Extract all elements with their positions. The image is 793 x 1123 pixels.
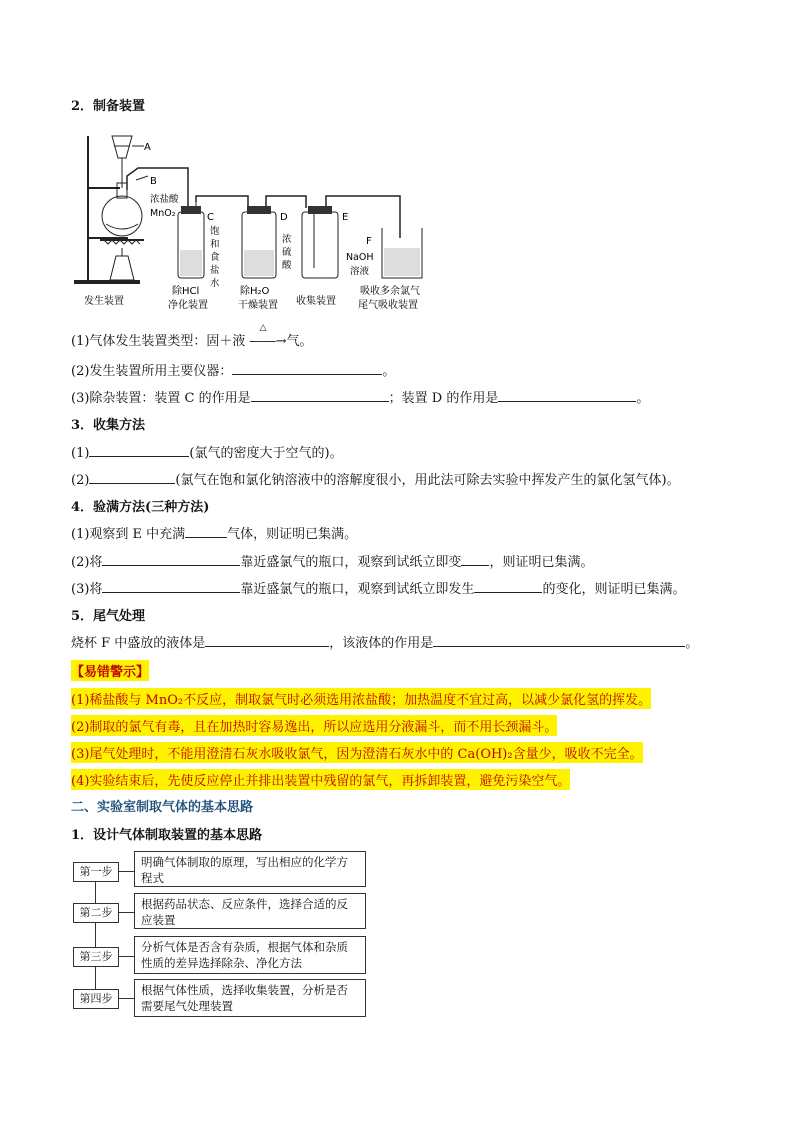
step-label: 第二步 bbox=[73, 903, 119, 923]
step-connector bbox=[118, 871, 134, 872]
section-heading-tail-gas: 5．尾气处理 bbox=[71, 609, 146, 624]
sat-salt-2: 和 bbox=[210, 239, 220, 250]
sat-salt-5: 水 bbox=[210, 278, 220, 289]
sat-salt-4: 盐 bbox=[210, 265, 220, 276]
question-1: (1)气体发生装置类型：固＋液 △ ――→气。 bbox=[71, 323, 313, 349]
answer-blank[interactable] bbox=[185, 523, 227, 538]
answer-blank[interactable] bbox=[474, 578, 542, 593]
answer-blank[interactable] bbox=[102, 578, 240, 593]
question-3: (3)除杂装置：装置 C 的作用是 ；装置 D 的作用是 。 bbox=[71, 387, 649, 406]
step-description: 明确气体制取的原理，写出相应的化学方程式 bbox=[134, 851, 366, 887]
flow-connector bbox=[95, 870, 96, 1000]
warning-item: (2)制取的氯气有毒，且在加热时容易逸出，所以应选用分液漏斗，而不用长颈漏斗。 bbox=[71, 715, 557, 736]
caption-absorb-2: 尾气吸收装置 bbox=[358, 300, 418, 311]
answer-blank[interactable] bbox=[89, 469, 175, 484]
sat-salt-3: 食 bbox=[210, 252, 220, 263]
warning-title: 【易错警示】 bbox=[71, 660, 149, 681]
verify-3: (3)将 靠近盛氯气的瓶口，观察到试纸立即发生 的变化，则证明已集满。 bbox=[71, 578, 685, 597]
label-a: A bbox=[144, 142, 151, 153]
caption-purify-1: 除HCl bbox=[172, 286, 200, 297]
label-b: B bbox=[150, 176, 157, 187]
warning-item: (1)稀盐酸与 MnO₂不反应，制取氯气时必须选用浓盐酸；加热温度不宜过高，以减少氯化氢的挥发。 bbox=[71, 688, 651, 709]
conc-h2so4-2: 硫 bbox=[282, 247, 292, 258]
step-connector bbox=[118, 956, 134, 957]
step-label: 第三步 bbox=[73, 947, 119, 967]
caption-purify-2: 净化装置 bbox=[168, 300, 208, 311]
caption-absorb-1: 吸收多余氯气 bbox=[360, 286, 420, 297]
answer-blank[interactable] bbox=[433, 632, 685, 647]
label-conc-hcl: 浓盐酸 bbox=[150, 194, 179, 205]
answer-blank[interactable] bbox=[102, 551, 240, 566]
step-label: 第四步 bbox=[73, 989, 119, 1009]
chlorine-apparatus-diagram bbox=[70, 128, 430, 318]
caption-gen: 发生装置 bbox=[84, 296, 124, 307]
part-2-heading: 二、实验室制取气体的基本思路 bbox=[71, 800, 254, 815]
conc-h2so4-3: 酸 bbox=[282, 260, 292, 271]
step-description: 根据气体性质，选择收集装置，分析是否需要尾气处理装置 bbox=[134, 979, 366, 1017]
section-heading-apparatus: 2．制备装置 bbox=[71, 99, 146, 114]
verify-2: (2)将 靠近盛氯气的瓶口，观察到试纸立即变 ，则证明已集满。 bbox=[71, 551, 593, 570]
warning-item: (4)实验结束后，先使反应停止并排出装置中残留的氯气，再拆卸装置，避免污染空气。 bbox=[71, 769, 570, 790]
caption-dry-1: 除H₂O bbox=[240, 286, 270, 297]
answer-blank[interactable] bbox=[498, 387, 636, 402]
label-d: D bbox=[280, 212, 288, 223]
label-naoh: NaOH bbox=[346, 252, 374, 263]
conc-h2so4-1: 浓 bbox=[282, 234, 292, 245]
collection-2: (2) (氯气在饱和氯化钠溶液中的溶解度很小，用此法可除去实验中挥发产生的氯化氢气体)。 bbox=[71, 469, 680, 488]
answer-blank[interactable] bbox=[461, 551, 489, 566]
step-connector bbox=[118, 912, 134, 913]
label-mno2: MnO₂ bbox=[150, 208, 176, 219]
sat-salt-1: 饱 bbox=[210, 226, 220, 237]
label-e: E bbox=[342, 212, 349, 223]
warning-item: (3)尾气处理时，不能用澄清石灰水吸收氯气，因为澄清石灰水中的 Ca(OH)₂含量少，吸收不完全。 bbox=[71, 742, 643, 763]
label-f: F bbox=[366, 236, 372, 247]
step-label: 第一步 bbox=[73, 862, 119, 882]
tail-gas-1: 烧杯 F 中盛放的液体是 ，该液体的作用是 。 bbox=[71, 632, 698, 651]
collection-1: (1) (氯气的密度大于空气的)。 bbox=[71, 442, 343, 461]
step-description: 根据药品状态、反应条件，选择合适的反应装置 bbox=[134, 893, 366, 929]
answer-blank[interactable] bbox=[205, 632, 329, 647]
label-c: C bbox=[207, 212, 214, 223]
section-heading-verify: 4．验满方法(三种方法) bbox=[71, 500, 210, 515]
subsection-heading-design: 1．设计气体制取装置的基本思路 bbox=[71, 828, 263, 843]
label-solution: 溶液 bbox=[350, 266, 370, 277]
answer-blank[interactable] bbox=[251, 387, 389, 402]
caption-collect: 收集装置 bbox=[296, 296, 336, 307]
step-connector bbox=[118, 998, 134, 999]
answer-blank[interactable] bbox=[89, 442, 189, 457]
step-description: 分析气体是否含有杂质，根据气体和杂质性质的差异选择除杂、净化方法 bbox=[134, 936, 366, 974]
answer-blank[interactable] bbox=[232, 360, 382, 375]
caption-dry-2: 干燥装置 bbox=[238, 300, 278, 311]
verify-1: (1)观察到 E 中充满 气体，则证明已集满。 bbox=[71, 523, 357, 542]
question-2: (2)发生装置所用主要仪器： 。 bbox=[71, 360, 395, 379]
delta-sign: △ bbox=[259, 323, 267, 333]
section-heading-collection: 3．收集方法 bbox=[71, 418, 146, 433]
